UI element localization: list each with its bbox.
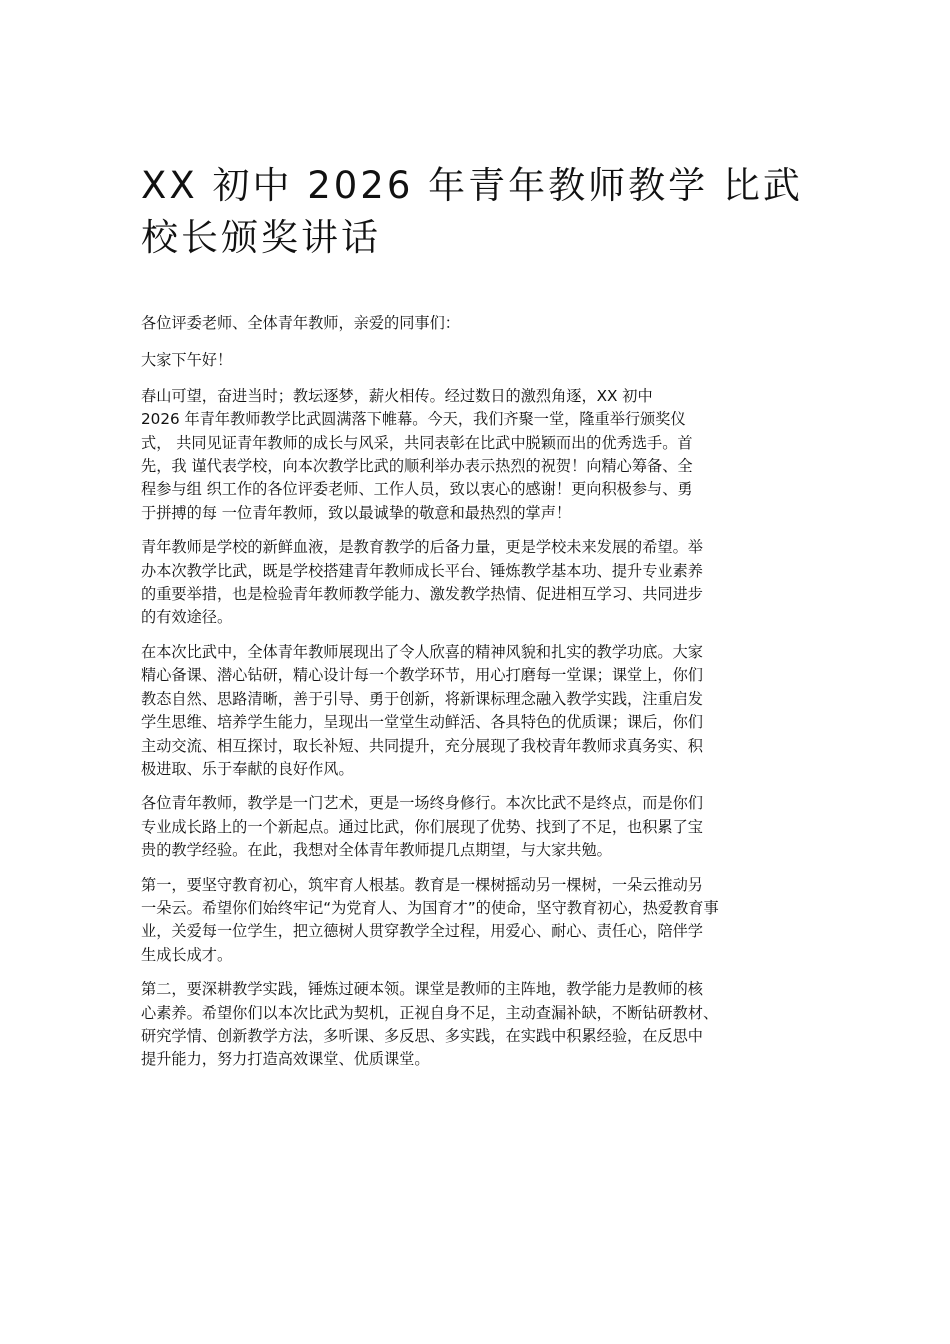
text-line: 2026 年青年教师教学比武圆满落下帷幕。今天，我们齐聚一堂，隆重举行颁奖仪 xyxy=(141,410,686,429)
text-line: 的有效途径。 xyxy=(141,608,233,627)
text-line: 一朵云。希望你们始终牢记“为党育人、为国育才”的使命，坚守教育初心，热爱教育事 xyxy=(141,898,719,917)
paragraph-1 xyxy=(141,385,821,525)
text-line: 极进取、乐于奉献的良好作风。 xyxy=(141,759,354,778)
text-line: 学生思维、培养学生能力，呈现出一堂堂生动鲜活、各具特色的优质课；课后，你们 xyxy=(141,713,703,732)
text-line: 心素养。希望你们以本次比武为契机，正视自身不足，主动查漏补缺，不断钻研教材、 xyxy=(141,1003,719,1022)
text-line: 研究学情、创新教学方法，多听课、多反思、多实践，在实践中积累经验，在反思中 xyxy=(141,1026,703,1045)
text-line: 各位青年教师，教学是一门艺术，更是一场终身修行。本次比武不是终点，而是你们 xyxy=(141,794,703,813)
title-line: XX 初中 2026 年青年教师教学 比武 xyxy=(141,164,803,207)
text-line: 贵的教学经验。在此，我想对全体青年教师提几点期望，与大家共勉。 xyxy=(141,841,612,860)
text-line: 教态自然、思路清晰，善于引导、勇于创新，将新课标理念融入教学实践，注重启发 xyxy=(141,689,703,708)
text-line: 生成长成才。 xyxy=(141,945,233,964)
text-line: 先，我 谨代表学校，向本次教学比武的顺利举办表示热烈的祝贺！向精心筹备、全 xyxy=(141,457,693,476)
document-title xyxy=(141,160,821,264)
paragraph-3 xyxy=(141,641,821,781)
title-line: 校长颁奖讲话 xyxy=(141,216,381,259)
text-line: 办本次教学比武，既是学校搭建青年教师成长平台、锤炼教学基本功、提升专业素养 xyxy=(141,561,703,580)
document-body xyxy=(141,312,821,1083)
text-line: 于拼搏的每 一位青年教师，致以最诚挚的敬意和最热烈的掌声！ xyxy=(141,503,572,522)
text-line: 精心备课、潜心钻研，精心设计每一个教学环节，用心打磨每一堂课；课堂上，你们 xyxy=(141,666,703,685)
text-line: 程参与组 织工作的各位评委老师、工作人员，致以衷心的感谢！更向积极参与、勇 xyxy=(141,480,693,499)
paragraph-2 xyxy=(141,536,821,630)
text-line: 的重要举措，也是检验青年教师教学能力、激发教学热情、促进相互学习、共同进步 xyxy=(141,585,703,604)
paragraph-5 xyxy=(141,874,821,968)
text-line: 在本次比武中，全体青年教师展现出了令人欣喜的精神风貌和扎实的教学功底。大家 xyxy=(141,642,703,661)
paragraph-6 xyxy=(141,978,821,1072)
text-line: 专业成长路上的一个新起点。通过比武，你们展现了优势、找到了不足，也积累了宝 xyxy=(141,817,703,836)
text-line: 提升能力，努力打造高效课堂、优质课堂。 xyxy=(141,1050,430,1069)
text-line: 春山可望，奋进当时；教坛逐梦，薪火相传。经过数日的激烈角逐，XX 初中 xyxy=(141,386,653,405)
text-line: 业，关爱每一位学生，把立德树人贯穿教学全过程，用爱心、耐心、责任心，陪伴学 xyxy=(141,922,703,941)
text-line: 第二，要深耕教学实践，锤炼过硬本领。课堂是教师的主阵地，教学能力是教师的核 xyxy=(141,980,703,999)
text-line: 青年教师是学校的新鲜血液，是教育教学的后备力量，更是学校未来发展的希望。举 xyxy=(141,538,703,557)
text-line: 第一，要坚守教育初心，筑牢育人根基。教育是一棵树摇动另一棵树，一朵云推动另 xyxy=(141,875,703,894)
text-line: 式， 共同见证青年教师的成长与风采，共同表彰在比武中脱颖而出的优秀选手。首 xyxy=(141,433,693,452)
greeting: 大家下午好！ xyxy=(141,351,233,370)
paragraph-4 xyxy=(141,792,821,862)
text-line: 主动交流、相互探讨，取长补短、共同提升，充分展现了我校青年教师求真务实、积 xyxy=(141,736,703,755)
salutation: 各位评委老师、全体青年教师，亲爱的同事们： xyxy=(141,314,460,332)
